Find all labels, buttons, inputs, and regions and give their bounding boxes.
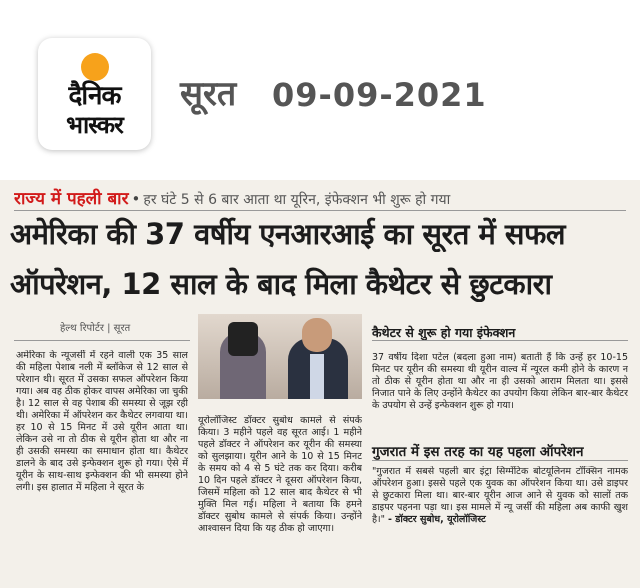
- subhead-rule-1: [372, 340, 628, 341]
- blurred-face: [228, 322, 258, 356]
- article-column-3: 37 वर्षीय दिशा पटेल (बदला हुआ नाम) बताती हैं कि उन्हें हर 10-15 मिनट पर यूरीन की समस्या थी यूरीन वाल्व में न्यूरल कमी होने के कारण न तो ठीक से यूरीन होता था और ना ही उसको आराम मिलता था। इससे निजात पाने के लिए उन्होंने कैथेटर का उपयोग किया लेकिन बार-बार कैथेटर के उपयोग से उन्हें इन्फेक्शन शुरू हो गया।: [372, 352, 628, 411]
- logo-text-bhaskar: भास्कर: [66, 111, 123, 139]
- subhead-rule-2: [372, 460, 628, 461]
- article-column-2: यूरोलॉजिस्ट डॉक्टर सुबोध कामले से संपर्क किया। 3 महीने पहले वह सूरत आई। 1 महीने पहले डॉक्टर ने ऑपरेशन कर यूरीन की समस्या को सुलझाया। यूरीन आने के 10 से 15 मिनट के समय को 4 से 5 घंटे तक कर दिया। करीब 10 दिन पहले डॉक्टर ने दूसरा ऑपरेशन किया, जिसमें महिला को 12 साल बाद कैथेटर से भी मुक्ति मिल गई। महिला ने बताया कि हमने डॉक्टर सुबोध कामले से संपर्क किया। उन्होंने आश्वासन दिया कि यह ठीक हो जाएगा।: [198, 415, 362, 534]
- sun-icon: [81, 53, 109, 81]
- subheading-infection: कैथेटर से शुरू हो गया इंफेक्शन: [372, 325, 516, 340]
- quote-author: - डॉक्टर सुबोध, यूरोलॉजिस्ट: [388, 514, 486, 525]
- kicker-label: राज्य में पहली बार: [14, 189, 129, 209]
- headline-line-2: ऑपरेशन, 12 साल के बाद मिला कैथेटर से छुटकारा: [10, 267, 552, 301]
- photo-caption: [198, 399, 362, 413]
- kicker-subtitle: हर घंटे 5 से 6 बार आता था यूरिन, इंफेक्शन भी शुरू हो गया: [143, 192, 451, 208]
- article-column-4: [372, 466, 628, 586]
- dainik-bhaskar-logo: [38, 38, 151, 150]
- edition-date: 09-09-2021: [272, 76, 487, 114]
- kicker: [14, 186, 634, 210]
- kicker-rule: [14, 210, 626, 211]
- logo-text-dainik: दैनिक: [68, 81, 121, 111]
- headline-line-1: अमेरिका की 37 वर्षीय एनआरआई का सूरत में सफल: [10, 217, 566, 251]
- subheading-first-operation: गुजरात में इस तरह का यह पहला ऑपरेशन: [372, 444, 584, 460]
- byline: हेल्थ रिपोर्टर | सूरत: [60, 323, 131, 334]
- byline-rule: [14, 340, 190, 341]
- article-column-1: अमेरिका के न्यूजर्सी में रहने वाली एक 35 साल की महिला पेशाब नली में ब्लॉकेज से 12 साल से परेशान थी। सूरत में उसका सफल ऑपरेशन किया गया। अब वह ठीक होकर वापस अमेरिका जा चुकी है। 12 साल से वह पेशाब की समस्या से जूझ रही थी। अमेरिका में ऑपरेशन कर कैथेटर लगवाया था। हर 10 से 15 मिनट में उसे यूरीन आता था। लेकिन उसे ना तो ठीक से यूरीन होता था और ना ही उसकी समस्या का समाधान होता था। कैथेटर डालने के बाद उसे इन्फेक्शन शुरू हो गया। ऐसे में यूरीन के साथ-साथ इन्फेक्शन की भी समस्या होने लगी। इस हालात में महिला ने सूरत के: [16, 350, 188, 493]
- doctor-face: [302, 318, 332, 352]
- newspaper-clipping: [0, 180, 640, 588]
- edition-city: सूरत: [180, 74, 237, 114]
- kicker-bullet: •: [131, 190, 141, 208]
- doctor-quote: "गुजरात में सबसे पहली बार इंट्रा सिग्मेंटिक बोटयूलिनम टॉक्सिन नामक ऑपरेशन हुआ। इससे पहले एक युवक का ऑपरेशन किया था। उसे डाइपर से छुटकारा मिला था। बार-बार यूरीन आज आने से युवक को सालों तक डाइपर पहनना पड़ा था। इस मामले में न्यू जर्सी की महिला अब काफी खुश है।": [372, 466, 628, 525]
- article-photo: [198, 314, 362, 399]
- masthead: [0, 0, 640, 178]
